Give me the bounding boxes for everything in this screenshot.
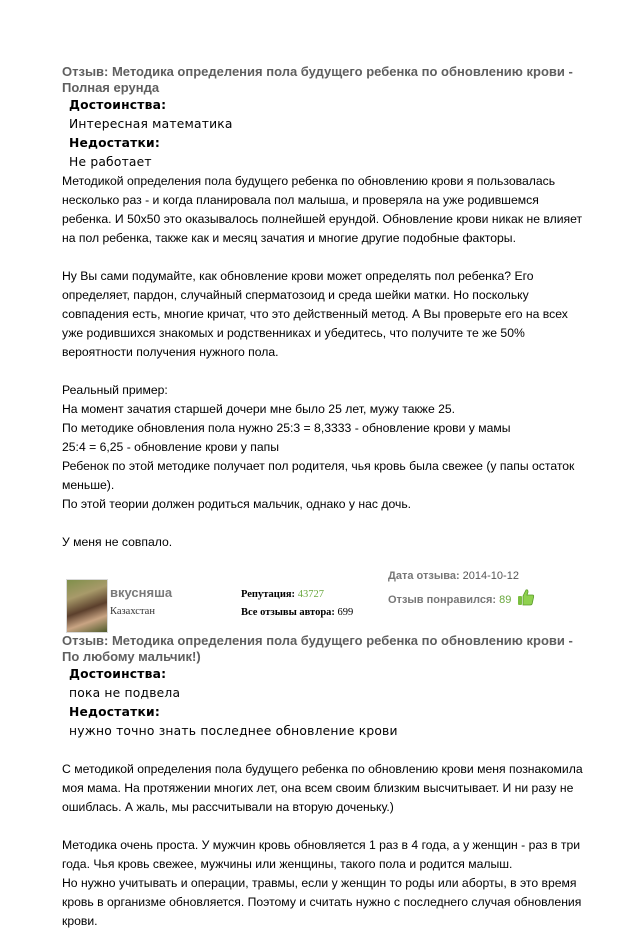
author-block [62,563,584,633]
body-line: года. Чья кровь свежее, мужчины или женщины, такого пола и родится малыш. [62,857,513,871]
avatar[interactable] [66,579,108,633]
body-line: несколько раз - и когда планировала пол малыша, и проверяла на уже родившемся [62,193,539,207]
paragraph-gap [62,248,584,267]
body-line: крови. [62,914,98,928]
author-country: Казахстан [110,606,155,617]
review-title: Отзыв: Методика определения пола будущего ребенка по обновлению крови - Полная ерунда [62,64,573,95]
paragraph-gap [62,817,584,836]
pros-text: Интересная математика [69,117,233,131]
body-line: определяет, пардон, случайный сперматозоид и среда шейки матки. Но поскольку [62,288,529,302]
paragraph-gap [62,514,584,533]
body-line: ошиблась. А жаль, мы рассчитывали на вторую доченьку.) [62,800,394,814]
body-line: По методике обновления пола нужно 25:3 = 8,3333 - обновление крови у мамы [62,421,511,435]
paragraph-gap [62,362,584,381]
cons-text: Не работает [69,155,152,169]
document-page [62,64,584,931]
body-line: Ребенок по этой методике получает пол родителя, чья кровь была свежее (у папы остаток [62,459,575,473]
body-line: Но нужно учитывать и операции, травмы, если у женщин то роды или аборты, в это время [62,876,577,890]
review-body [62,172,584,552]
body-line: уже родившихся знакомых и родственниках и убедитесь, что получите те же 50% [62,326,525,340]
author-reputation [241,589,324,600]
body-line: На момент зачатия старшей дочери мне было 25 лет, мужу также 25. [62,402,456,416]
review-properties [69,665,584,741]
review-title: Отзыв: Методика определения пола будущего ребенка по обновлению крови - По любому мальчик!) [62,633,573,664]
reputation-value: 43727 [297,589,324,600]
pros-label: Достоинства: [69,667,167,681]
all-reviews-count: 699 [337,607,354,618]
review-properties [69,96,584,172]
reputation-label: Репутация: [241,589,296,600]
pros-label: Достоинства: [69,98,167,112]
body-line: моя мама. На протяжении многих лет, она всем своим близким высчитывает. И ни разу не [62,781,574,795]
author-all-reviews[interactable] [241,607,353,618]
body-line: ребенка. И 50х50 это оказывалось полнейшей ерундой. Обновление крови никак не влияет [62,212,583,226]
cons-label: Недостатки: [69,136,160,150]
body-line: совпадения есть, многие кричат, что это действенный метод. А Вы проверьте его на всех [62,307,568,321]
date-value: 2014-10-12 [462,570,519,582]
body-line: 25:4 = 6,25 - обновление крови у папы [62,440,279,454]
date-label: Дата отзыва: [388,570,460,582]
cons-text: нужно точно знать последнее обновление крови [69,724,398,738]
spacer [62,741,584,760]
body-line: Ну Вы сами подумайте, как обновление крови может определять пол ребенка? Его [62,269,534,283]
all-reviews-label: Все отзывы автора: [241,607,335,618]
body-line: вероятности получения нужного пола. [62,345,279,359]
thumbs-up-icon[interactable] [517,588,535,609]
body-line: меньше). [62,478,115,492]
liked-label: Отзыв понравился: [388,594,497,606]
cons-label: Недостатки: [69,705,160,719]
body-line: Реальный пример: [62,383,168,397]
body-line: По этой теории должен родиться мальчик, однако у нас дочь. [62,497,412,511]
review-date [388,570,519,582]
body-line: на пол ребенка, также как и месяц зачатия и многие другие подобные факторы. [62,231,516,245]
author-name[interactable]: вкусняша [110,585,173,600]
body-line: С методикой определения пола будущего ребенка по обновлению крови меня познакомила [62,762,583,776]
body-line: Методика очень проста. У мужчин кровь обновляется 1 раз в 4 года, а у женщин - раз в три [62,838,581,852]
pros-text: пока не подвела [69,686,181,700]
review-body [62,760,584,931]
body-line: Методикой определения пола будущего ребенка по обновлению крови я пользовалась [62,174,556,188]
review-liked [388,588,535,609]
body-line: кровь в организме обновляется. Поэтому и считать нужно с последнего случая обновления [62,895,582,909]
liked-count: 89 [499,594,512,606]
body-line: У меня не совпало. [62,535,173,549]
